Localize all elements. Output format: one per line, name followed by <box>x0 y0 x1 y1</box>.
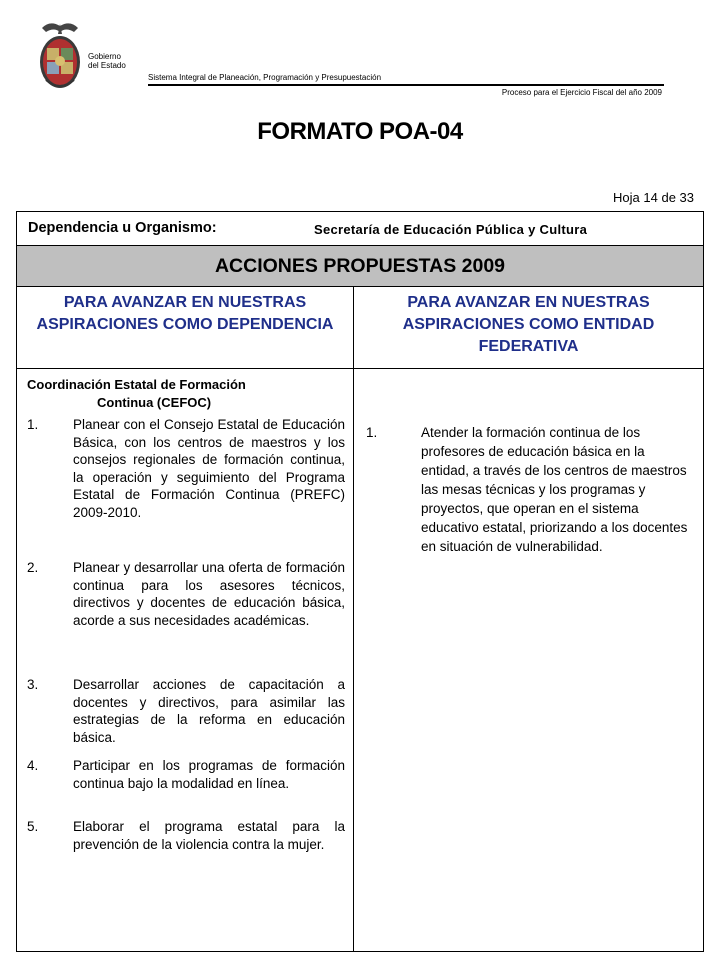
item-number: 4. <box>27 758 39 773</box>
left-column-body <box>17 369 354 951</box>
unit-heading <box>27 376 327 412</box>
item-number: 1. <box>366 425 378 440</box>
left-column-heading: PARA AVANZAR EN NUESTRAS ASPIRACIONES COMO DEPENDENCIA <box>17 287 354 369</box>
process-label: Proceso para el Ejercicio Fiscal del año 2009 <box>501 88 662 97</box>
state-seal-icon <box>36 18 84 94</box>
item-text: Planear con el Consejo Estatal de Educación Básica, con los centros de maestros y los consejos regionales de formación continua, la operación y seguimiento del Programa Estatal de Formación Continua (PREFC) 2009-2010. <box>73 417 345 520</box>
item-text: Elaborar el programa estatal para la prevención de la violencia contra la mujer. <box>73 819 345 852</box>
header-divider <box>148 84 664 86</box>
actions-table <box>16 211 704 952</box>
dependency-label: Dependencia u Organismo: <box>28 220 217 236</box>
list-item <box>27 416 345 522</box>
list-item <box>366 423 696 556</box>
del-estado-text: del Estado <box>88 61 126 70</box>
item-number: 1. <box>27 417 39 432</box>
item-number: 2. <box>27 560 39 575</box>
item-number: 3. <box>27 677 39 692</box>
page-header <box>0 0 720 110</box>
list-item <box>27 757 345 792</box>
item-text: Planear y desarrollar una oferta de formación continua para los asesores técnicos, directivos y docentes de educación básica, acorde a sus necesidades académicas. <box>73 560 345 628</box>
unit-line-2: Continua (CEFOC) <box>97 395 212 410</box>
dependency-value: Secretaría de Educación Pública y Cultura <box>314 222 588 237</box>
list-item <box>27 559 345 629</box>
right-column-body <box>354 369 703 951</box>
government-label <box>88 52 126 70</box>
item-text: Desarrollar acciones de capacitación a docentes y directivos, para asimilar las estrategias de la reforma en educación básica. <box>73 677 345 745</box>
section-title: ACCIONES PROPUESTAS 2009 <box>17 246 703 287</box>
right-column-heading: PARA AVANZAR EN NUESTRAS ASPIRACIONES COMO ENTIDAD FEDERATIVA <box>354 287 703 369</box>
page-title: FORMATO POA-04 <box>257 118 463 145</box>
item-text: Participar en los programas de formación continua bajo la modalidad en línea. <box>73 758 345 791</box>
system-name: Sistema Integral de Planeación, Programación y Presupuestación <box>148 73 382 82</box>
list-item <box>27 818 345 853</box>
item-text: Atender la formación continua de los profesores de educación básica en la entidad, a través de los centros de maestros las mesas técnicas y los programas y proyectos, que operan en el sistema educativo estatal, priorizando a los docentes en situación de vulnerabilidad. <box>421 425 688 554</box>
list-item <box>27 676 345 746</box>
item-number: 5. <box>27 819 39 834</box>
unit-line-1: Coordinación Estatal de Formación <box>27 377 246 392</box>
gobierno-text: Gobierno <box>88 52 121 61</box>
page-indicator: Hoja 14 de 33 <box>613 190 694 205</box>
dependency-row <box>17 212 703 246</box>
